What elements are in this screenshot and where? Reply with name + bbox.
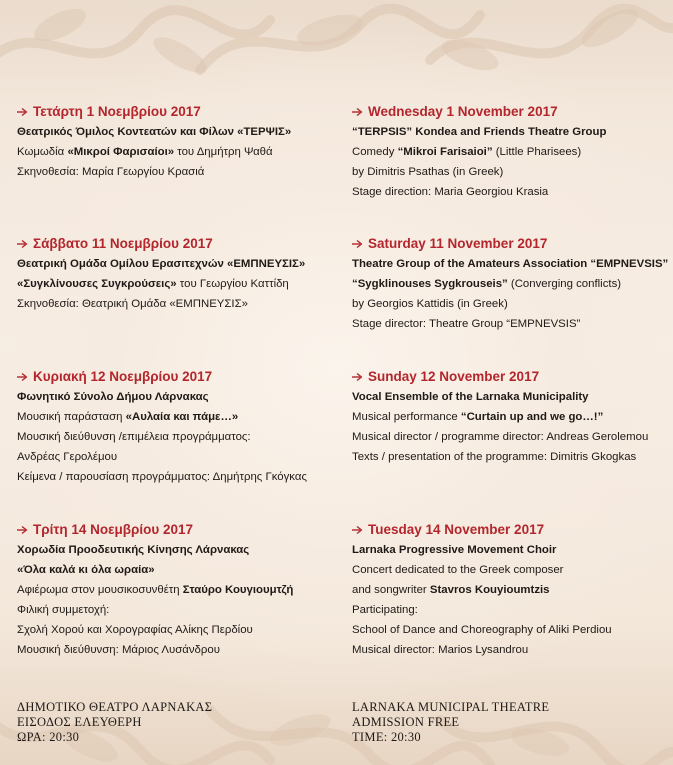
event-detail-line bbox=[17, 407, 337, 427]
event-detail-line bbox=[352, 274, 667, 294]
detail-text: by Georgios Kattidis (in Greek) bbox=[352, 298, 508, 310]
detail-text: and songwriter bbox=[352, 584, 430, 596]
event-detail-line bbox=[352, 387, 667, 407]
greek-event-2 bbox=[17, 234, 337, 314]
event-date-heading bbox=[352, 102, 667, 122]
detail-text: Texts / presentation of the programme: Dimitris Gkogkas bbox=[352, 451, 637, 463]
event-detail-line bbox=[17, 162, 337, 182]
emphasized-text: “Sygklinouses Sygkrouseis” bbox=[352, 278, 508, 290]
detail-text: του Γεωργίου Καττίδη bbox=[176, 278, 289, 290]
event-date: Sunday 12 November 2017 bbox=[368, 369, 540, 384]
event-detail-line bbox=[352, 640, 667, 660]
detail-text: Comedy bbox=[352, 146, 398, 158]
emphasized-text: Vocal Ensemble of the Larnaka Municipality bbox=[352, 391, 589, 403]
emphasized-text: Θεατρική Ομάδα Ομίλου Ερασιτεχνών «ΕΜΠΝΕΥΣΙΣ» bbox=[17, 258, 306, 270]
event-date-heading bbox=[17, 367, 337, 387]
event-detail-line bbox=[352, 540, 667, 560]
emphasized-text: Χορωδία Προοδευτικής Κίνησης Λάρνακας bbox=[17, 544, 250, 556]
event-detail-line bbox=[17, 640, 337, 660]
detail-text: Musical director: Marios Lysandrou bbox=[352, 644, 529, 656]
emphasized-text: Φωνητικό Σύνολο Δήμου Λάρνακας bbox=[17, 391, 209, 403]
event-detail-line bbox=[352, 182, 667, 202]
english-venue: LARNAKA MUNICIPAL THEATRE bbox=[352, 700, 550, 714]
emphasized-text: “Curtain up and we go…!” bbox=[460, 411, 604, 423]
event-detail-line bbox=[352, 600, 667, 620]
english-admission: ADMISSION FREE bbox=[352, 715, 460, 729]
greek-footer bbox=[17, 700, 212, 745]
emphasized-text: Stavros Kouyioumtzis bbox=[429, 584, 550, 596]
emphasized-text: «Αυλαία και πάμε…» bbox=[125, 411, 239, 423]
emphasized-text: «Όλα καλά κι όλα ωραία» bbox=[17, 564, 155, 576]
event-detail-line bbox=[352, 427, 667, 447]
event-detail-line bbox=[352, 447, 667, 467]
event-detail-line bbox=[352, 294, 667, 314]
event-detail-line bbox=[17, 447, 337, 467]
emphasized-text: Σταύρο Κουγιουμτζή bbox=[182, 584, 294, 596]
detail-text: Μουσική διεύθυνση: Μάριος Λυσάνδρου bbox=[17, 644, 220, 656]
event-date: Saturday 11 November 2017 bbox=[368, 236, 548, 251]
event-date-heading bbox=[352, 367, 667, 387]
greek-time: ΩΡΑ: 20:30 bbox=[17, 730, 80, 744]
arrow-right-icon bbox=[352, 525, 363, 535]
detail-text: του Δημήτρη Ψαθά bbox=[174, 146, 273, 158]
english-time: TIME: 20:30 bbox=[352, 730, 421, 744]
detail-text: Σκηνοθεσία: Μαρία Γεωργίου Κρασιά bbox=[17, 166, 205, 178]
event-detail-line bbox=[17, 540, 337, 560]
event-date-heading bbox=[352, 234, 667, 254]
arrow-right-icon bbox=[352, 239, 363, 249]
arrow-right-icon bbox=[17, 107, 28, 117]
detail-text: Concert dedicated to the Greek composer bbox=[352, 564, 564, 576]
detail-text: School of Dance and Choreography of Aliki Perdiou bbox=[352, 624, 612, 636]
detail-text: Κείμενα / παρουσίαση προγράμματος: Δημήτρης Γκόγκας bbox=[17, 471, 307, 483]
arrow-right-icon bbox=[17, 372, 28, 382]
arrow-right-icon bbox=[352, 372, 363, 382]
emphasized-text: “TERPSIS” Kondea and Friends Theatre Group bbox=[352, 126, 607, 138]
event-detail-line bbox=[352, 560, 667, 580]
emphasized-text: Theatre Group of the Amateurs Association “EMPNEVSIS” bbox=[352, 258, 669, 270]
english-footer bbox=[352, 700, 549, 745]
event-detail-line bbox=[17, 294, 337, 314]
detail-text: Participating: bbox=[352, 604, 418, 616]
event-detail-line bbox=[17, 620, 337, 640]
english-event-4 bbox=[352, 520, 667, 660]
event-detail-line bbox=[17, 580, 337, 600]
event-detail-line bbox=[17, 254, 337, 274]
emphasized-text: Larnaka Progressive Movement Choir bbox=[352, 544, 557, 556]
event-detail-line bbox=[352, 142, 667, 162]
event-detail-line bbox=[352, 580, 667, 600]
event-date: Τρίτη 14 Νοεμβρίου 2017 bbox=[33, 522, 194, 537]
detail-text: (Converging conflicts) bbox=[507, 278, 622, 290]
event-detail-line bbox=[352, 620, 667, 640]
event-detail-line bbox=[17, 142, 337, 162]
event-detail-line bbox=[352, 122, 667, 142]
event-date-heading bbox=[352, 520, 667, 540]
event-detail-line bbox=[352, 407, 667, 427]
detail-text: Ανδρέας Γερολέμου bbox=[17, 451, 118, 463]
emphasized-text: «Μικροί Φαρισαίοι» bbox=[67, 146, 175, 158]
detail-text: by Dimitris Psathas (in Greek) bbox=[352, 166, 504, 178]
emphasized-text: «Συγκλίνουσες Συγκρούσεις» bbox=[17, 278, 177, 290]
detail-text: Σκηνοθεσία: Θεατρική Ομάδα «ΕΜΠΝΕΥΣΙΣ» bbox=[17, 298, 248, 310]
event-date: Σάββατο 11 Νοεμβρίου 2017 bbox=[33, 236, 213, 251]
detail-text: Κωμωδία bbox=[17, 146, 68, 158]
greek-event-3 bbox=[17, 367, 337, 487]
greek-event-4 bbox=[17, 520, 337, 660]
arrow-right-icon bbox=[17, 239, 28, 249]
event-detail-line bbox=[352, 314, 667, 334]
event-date: Tuesday 14 November 2017 bbox=[368, 522, 545, 537]
emphasized-text: “Mikroi Farisaioi” bbox=[397, 146, 493, 158]
detail-text: Μουσική παράσταση bbox=[17, 411, 126, 423]
event-detail-line bbox=[17, 122, 337, 142]
detail-text: Stage director: Theatre Group “EMPNEVSIS” bbox=[352, 318, 581, 330]
event-date-heading bbox=[17, 102, 337, 122]
event-date: Κυριακή 12 Νοεμβρίου 2017 bbox=[33, 369, 213, 384]
greek-venue: ΔΗΜΟΤΙΚΟ ΘΕΑΤΡΟ ΛΑΡΝΑΚΑΣ bbox=[17, 700, 213, 714]
english-event-1 bbox=[352, 102, 667, 202]
event-detail-line bbox=[352, 254, 667, 274]
event-date-heading bbox=[17, 234, 337, 254]
arrow-right-icon bbox=[17, 525, 28, 535]
event-detail-line bbox=[17, 387, 337, 407]
detail-text: Σχολή Χορού και Χορογραφίας Αλίκης Περδίου bbox=[17, 624, 253, 636]
event-date: Wednesday 1 November 2017 bbox=[368, 104, 558, 119]
top-ornament bbox=[0, 0, 673, 95]
event-detail-line bbox=[17, 274, 337, 294]
detail-text: Musical director / programme director: Andreas Gerolemou bbox=[352, 431, 649, 443]
event-date: Τετάρτη 1 Νοεμβρίου 2017 bbox=[33, 104, 201, 119]
english-event-2 bbox=[352, 234, 667, 334]
greek-admission: ΕΙΣΟΔΟΣ ΕΛΕΥΘΕΡΗ bbox=[17, 715, 142, 729]
detail-text: (Little Pharisees) bbox=[492, 146, 582, 158]
detail-text: Stage direction: Maria Georgiou Krasia bbox=[352, 186, 549, 198]
event-date-heading bbox=[17, 520, 337, 540]
detail-text: Μουσική διεύθυνση /επιμέλεια προγράμματος: bbox=[17, 431, 251, 443]
event-detail-line bbox=[352, 162, 667, 182]
event-detail-line bbox=[17, 427, 337, 447]
emphasized-text: Θεατρικός Όμιλος Κοντεατών και Φίλων «ΤΕΡΨΙΣ» bbox=[17, 126, 292, 138]
english-event-3 bbox=[352, 367, 667, 467]
detail-text: Φιλική συμμετοχή: bbox=[17, 604, 110, 616]
event-detail-line bbox=[17, 467, 337, 487]
event-detail-line bbox=[17, 600, 337, 620]
detail-text: Αφιέρωμα στον μουσικοσυνθέτη bbox=[17, 584, 183, 596]
arrow-right-icon bbox=[352, 107, 363, 117]
greek-event-1 bbox=[17, 102, 337, 182]
detail-text: Musical performance bbox=[352, 411, 461, 423]
event-detail-line bbox=[17, 560, 337, 580]
